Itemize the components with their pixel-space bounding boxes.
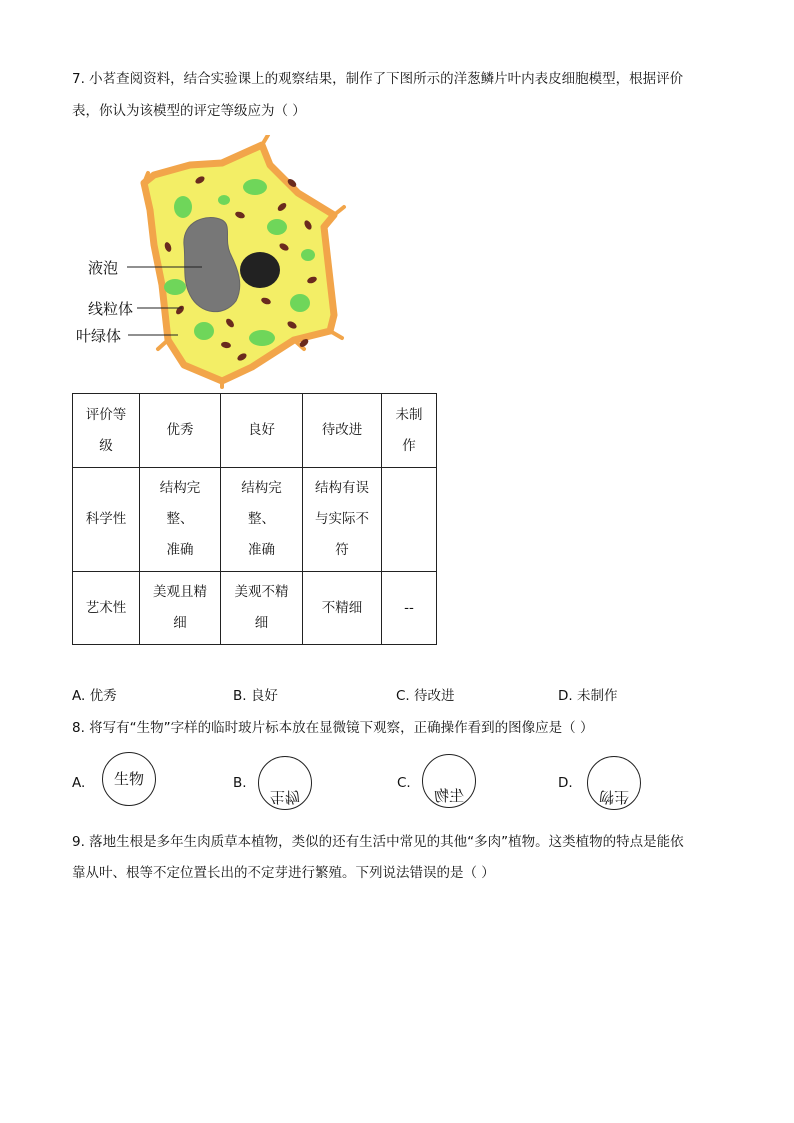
lens-text-rotated-180: 生物 [599, 788, 630, 806]
question-9-line-2: 靠从叶、根等不定位置长出的不定芽进行繁殖。下列说法错误的是（ ） [72, 865, 495, 881]
question-9-line-1: 9. 落地生根是多年生肉质草本植物，类似的还有生活中常见的其他“多肉”植物。这类植物的特点是能依 [72, 834, 684, 850]
q8-option-b-image[interactable] [258, 756, 312, 810]
table-cell: 评价等 级 [73, 394, 140, 468]
table-row [73, 572, 437, 645]
q8-option-d-letter[interactable]: D. [558, 775, 573, 791]
q7-option-a[interactable]: A. 优秀 [72, 688, 117, 704]
lens-text-mirrored: 生物 [434, 787, 465, 805]
table-cell: 美观不精 细 [221, 572, 303, 645]
question-8-text: 8. 将写有“生物”字样的临时玻片标本放在显微镜下观察，正确操作看到的图像应是（ ） [72, 720, 594, 736]
question-7-line-1: 7. 小茗查阅资料，结合实验课上的观察结果，制作了下图所示的洋葱鳞片叶内表皮细胞模型，根据评价 [72, 71, 684, 87]
table-cell: 美观且精 细 [140, 572, 221, 645]
q7-option-b[interactable]: B. 良好 [233, 688, 278, 704]
table-row [73, 468, 437, 572]
q8-option-a-image[interactable] [102, 752, 156, 806]
table-cell: 不精细 [303, 572, 382, 645]
question-7-line-2: 表，你认为该模型的评定等级应为（ ） [72, 103, 306, 119]
nucleus [240, 252, 280, 288]
table-cell: 结构完 整、 准确 [221, 468, 303, 572]
q8-option-d-image[interactable] [587, 756, 641, 810]
q7-option-c[interactable]: C. 待改进 [396, 688, 455, 704]
table-cell: 艺术性 [73, 572, 140, 645]
q8-option-b-letter[interactable]: B. [233, 775, 247, 791]
label-chloroplast: 叶绿体 [76, 327, 122, 345]
table-cell [382, 468, 437, 572]
lens-text-upright: 生物 [113, 770, 144, 788]
label-mitochondria: 线粒体 [88, 300, 134, 318]
q8-option-c-letter[interactable]: C. [397, 775, 411, 791]
table-header-row [73, 394, 437, 468]
q7-option-d[interactable]: D. 未制作 [558, 688, 618, 704]
table-cell: -- [382, 572, 437, 645]
table-cell: 未制 作 [382, 394, 437, 468]
table-cell: 优秀 [140, 394, 221, 468]
q8-option-c-image[interactable] [422, 754, 476, 808]
label-vacuole: 液泡 [88, 259, 119, 277]
evaluation-table [72, 393, 437, 645]
onion-cell-model-figure [72, 135, 362, 390]
table-cell: 科学性 [73, 468, 140, 572]
table-cell: 结构有误 与实际不 符 [303, 468, 382, 572]
table-cell: 待改进 [303, 394, 382, 468]
table-cell: 结构完 整、 准确 [140, 468, 221, 572]
q8-option-a-letter[interactable]: A. [72, 775, 86, 791]
lens-text-flipped-vertical: 生物 [269, 788, 300, 806]
table-cell: 良好 [221, 394, 303, 468]
